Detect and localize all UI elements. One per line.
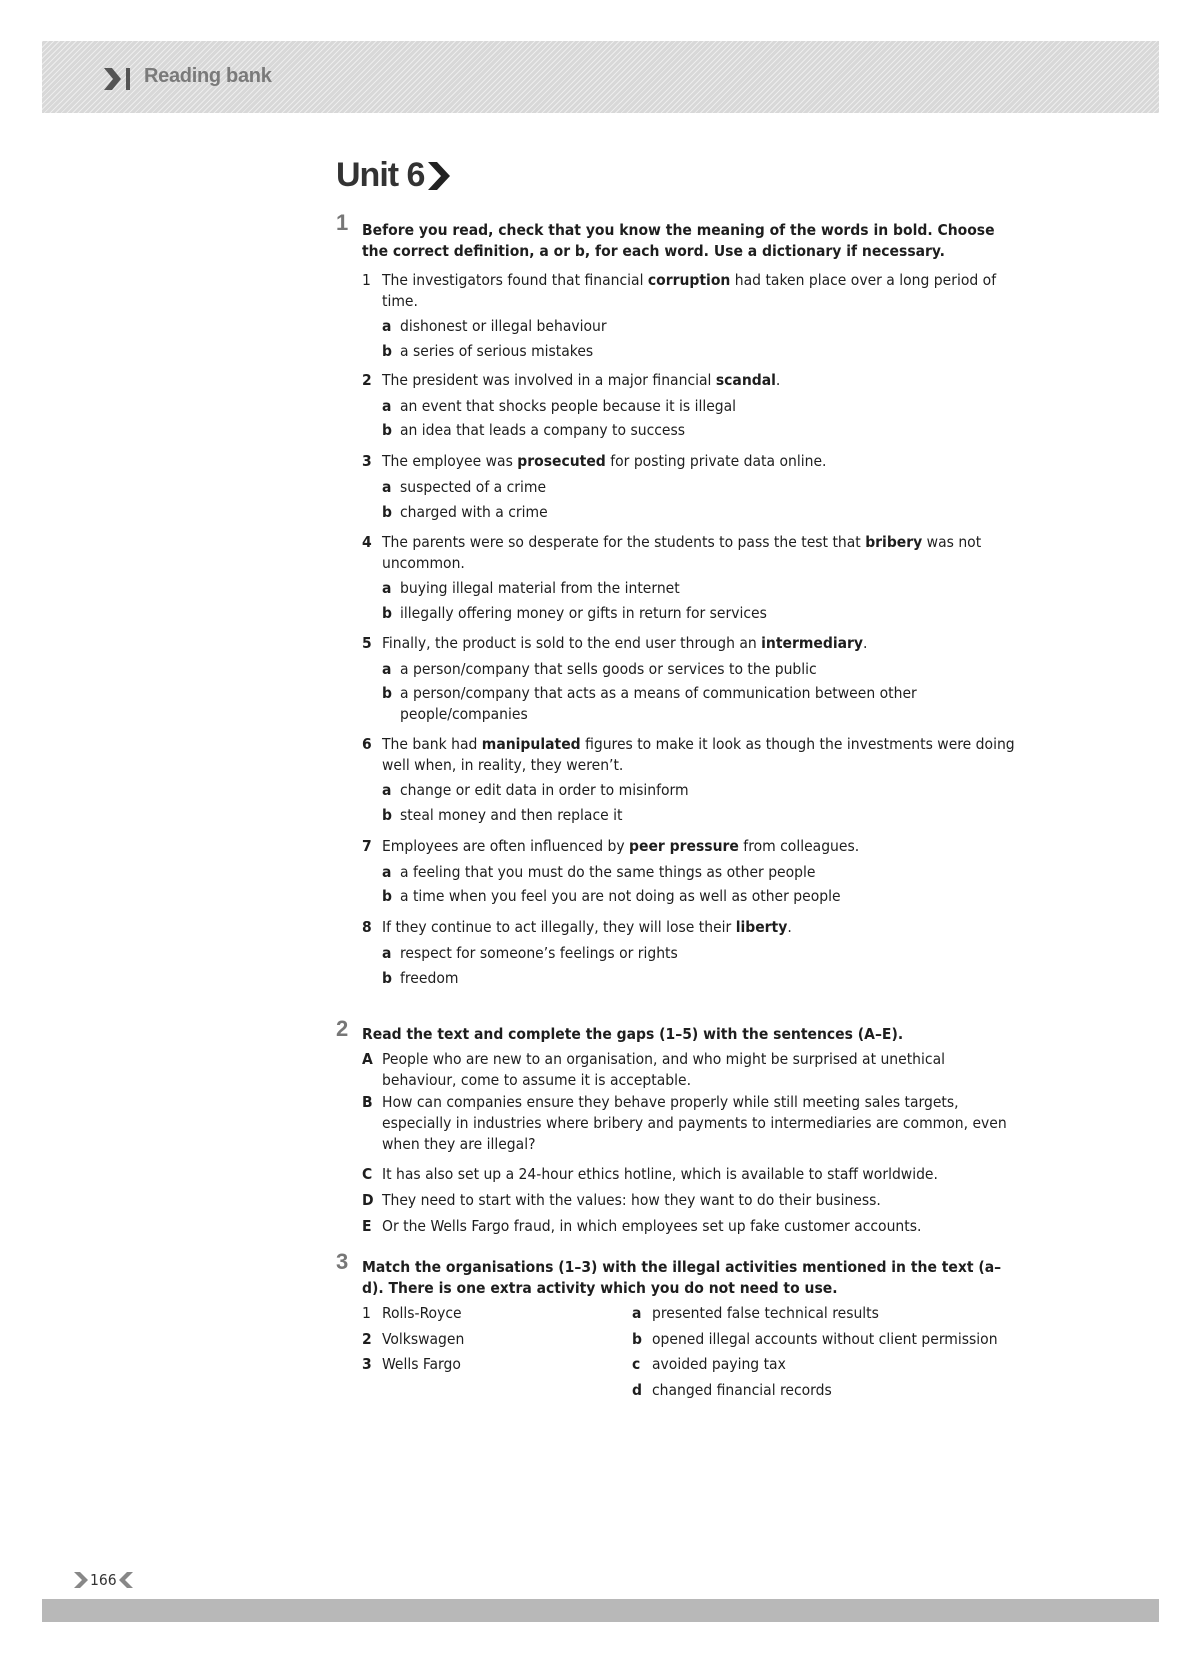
key-word: scandal xyxy=(715,371,776,389)
organisation-name: Wells Fargo xyxy=(382,1355,461,1373)
option-letter: a xyxy=(382,944,392,962)
option-letter: b xyxy=(382,806,392,824)
option-letter: b xyxy=(382,604,392,622)
question-text xyxy=(382,917,1022,938)
option-text: suspected of a crime xyxy=(400,478,547,496)
option-letter: b xyxy=(382,684,392,702)
option-text: an event that shocks people because it is illegal xyxy=(400,397,737,415)
sentence-letter: A xyxy=(362,1050,373,1068)
option-text: a series of serious mistakes xyxy=(400,342,594,360)
option-text: a time when you feel you are not doing as well as other people xyxy=(400,887,841,905)
activity-letter: a xyxy=(632,1304,642,1322)
option-letter: b xyxy=(382,342,392,360)
option-text: respect for someone’s feelings or rights xyxy=(400,944,678,962)
question-number: 3 xyxy=(362,452,372,470)
question-text xyxy=(382,734,1022,776)
organisation-number: 1 xyxy=(362,1304,371,1322)
option-text: an idea that leads a company to success xyxy=(400,421,686,439)
option-text: a person/company that acts as a means of communication between other people/companies xyxy=(400,684,917,723)
sentence-text: People who are new to an organisation, and who might be surprised at unethical behaviour, come to assume it is acceptable. xyxy=(382,1050,945,1089)
key-word: prosecuted xyxy=(517,452,606,470)
option-text: buying illegal material from the internet xyxy=(400,579,680,597)
question-text-post: from colleagues. xyxy=(738,837,860,855)
option-text: freedom xyxy=(400,969,459,987)
chevron-left-icon xyxy=(117,1571,133,1589)
header-band xyxy=(42,41,1159,113)
option-letter: a xyxy=(382,781,392,799)
question-text-post: . xyxy=(775,371,781,389)
activity-text: opened illegal accounts without client permission xyxy=(652,1330,998,1348)
option-letter: b xyxy=(382,969,392,987)
organisation-number: 3 xyxy=(362,1355,372,1373)
question-number: 1 xyxy=(362,271,371,289)
key-word: intermediary xyxy=(761,634,863,652)
option-letter: b xyxy=(382,503,392,521)
key-word: bribery xyxy=(865,533,923,551)
sentence-text: They need to start with the values: how they want to do their business. xyxy=(382,1191,881,1209)
section-title: Reading bank xyxy=(144,65,272,87)
activity-text: presented false technical results xyxy=(652,1304,879,1322)
question-text-post: figures to make it look as though the investments were doing well when, in reality, they weren’t. xyxy=(382,735,1015,774)
exercise-number: 2 xyxy=(336,1016,349,1041)
sentence-letter: B xyxy=(362,1093,373,1111)
question-text-pre: The president was involved in a major financial xyxy=(382,371,716,389)
question-text-post: had taken place over a long period of time. xyxy=(382,271,997,310)
activity-letter: c xyxy=(632,1355,641,1373)
question-number: 8 xyxy=(362,918,372,936)
activity-text: changed financial records xyxy=(652,1381,832,1399)
question-text-post: for posting private data online. xyxy=(605,452,827,470)
exercise-instruction: Before you read, check that you know the meaning of the words in bold. Choose the correct definition, a or b, for each word. Use a dictionary if necessary. xyxy=(362,221,995,260)
option-letter: a xyxy=(382,317,392,335)
question-text-pre: If they continue to act illegally, they will lose their xyxy=(382,918,736,936)
question-text-pre: The employee was xyxy=(382,452,518,470)
exercise-number: 3 xyxy=(336,1249,349,1274)
option-text: dishonest or illegal behaviour xyxy=(400,317,607,335)
option-text: steal money and then replace it xyxy=(400,806,623,824)
question-text xyxy=(382,633,1022,654)
sentence-text: How can companies ensure they behave properly while still meeting sales targets, especially in industries where bribery and payments to intermediaries are common, even when they are illegal? xyxy=(382,1093,1007,1153)
sentence-text: It has also set up a 24-hour ethics hotline, which is available to staff worldwide. xyxy=(382,1165,938,1183)
unit-title: Unit 6 xyxy=(336,156,425,194)
option-text: charged with a crime xyxy=(400,503,548,521)
question-text-pre: Employees are often influenced by xyxy=(382,837,630,855)
question-text-pre: The parents were so desperate for the students to pass the test that xyxy=(382,533,866,551)
question-number: 7 xyxy=(362,837,372,855)
chevron-right-bar-icon xyxy=(104,66,134,92)
question-text xyxy=(382,836,1022,857)
sentence-text: Or the Wells Fargo fraud, in which employees set up fake customer accounts. xyxy=(382,1217,922,1235)
question-text-pre: The bank had xyxy=(382,735,482,753)
option-text: a feeling that you must do the same things as other people xyxy=(400,863,816,881)
key-word: manipulated xyxy=(481,735,581,753)
option-text: change or edit data in order to misinform xyxy=(400,781,689,799)
question-text-pre: The investigators found that financial xyxy=(382,271,648,289)
question-number: 6 xyxy=(362,735,372,753)
activity-text: avoided paying tax xyxy=(652,1355,786,1373)
question-number: 4 xyxy=(362,533,372,551)
organisation-name: Rolls-Royce xyxy=(382,1304,462,1322)
activity-letter: d xyxy=(632,1381,642,1399)
option-letter: a xyxy=(382,397,392,415)
exercise-instruction: Read the text and complete the gaps (1–5) with the sentences (A–E). xyxy=(362,1025,904,1043)
option-text: a person/company that sells goods or services to the public xyxy=(400,660,817,678)
question-number: 5 xyxy=(362,634,372,652)
key-word: corruption xyxy=(647,271,731,289)
page-number xyxy=(74,1571,133,1589)
question-text-pre: Finally, the product is sold to the end user through an xyxy=(382,634,762,652)
organisation-name: Volkswagen xyxy=(382,1330,465,1348)
option-text: illegally offering money or gifts in return for services xyxy=(400,604,767,622)
question-text-post: . xyxy=(863,634,868,652)
option-letter: b xyxy=(382,421,392,439)
sentence-letter: D xyxy=(362,1191,374,1209)
sentence-letter: E xyxy=(362,1217,372,1235)
question-text xyxy=(382,532,1022,574)
activity-letter: b xyxy=(632,1330,642,1348)
option-letter: a xyxy=(382,478,392,496)
question-text xyxy=(382,451,1022,472)
chevron-right-icon xyxy=(74,1571,90,1589)
question-text xyxy=(382,370,1022,391)
option-letter: a xyxy=(382,579,392,597)
footer-band xyxy=(42,1599,1159,1622)
organisation-number: 2 xyxy=(362,1330,372,1348)
question-text-post: was not uncommon. xyxy=(382,533,982,572)
sentence-letter: C xyxy=(362,1165,373,1183)
question-text-post: . xyxy=(787,918,792,936)
option-letter: a xyxy=(382,660,392,678)
page-number-text: 166 xyxy=(90,1571,117,1589)
exercise-instruction: Match the organisations (1–3) with the illegal activities mentioned in the text (a–d). There is one extra activity which you do not need to use. xyxy=(362,1258,1002,1297)
option-letter: b xyxy=(382,887,392,905)
key-word: liberty xyxy=(735,918,788,936)
key-word: peer pressure xyxy=(629,837,739,855)
exercise-number: 1 xyxy=(336,210,349,235)
question-text xyxy=(382,270,1022,312)
unit-heading xyxy=(336,156,452,195)
option-letter: a xyxy=(382,863,392,881)
chevron-right-icon xyxy=(428,160,452,192)
question-number: 2 xyxy=(362,371,372,389)
